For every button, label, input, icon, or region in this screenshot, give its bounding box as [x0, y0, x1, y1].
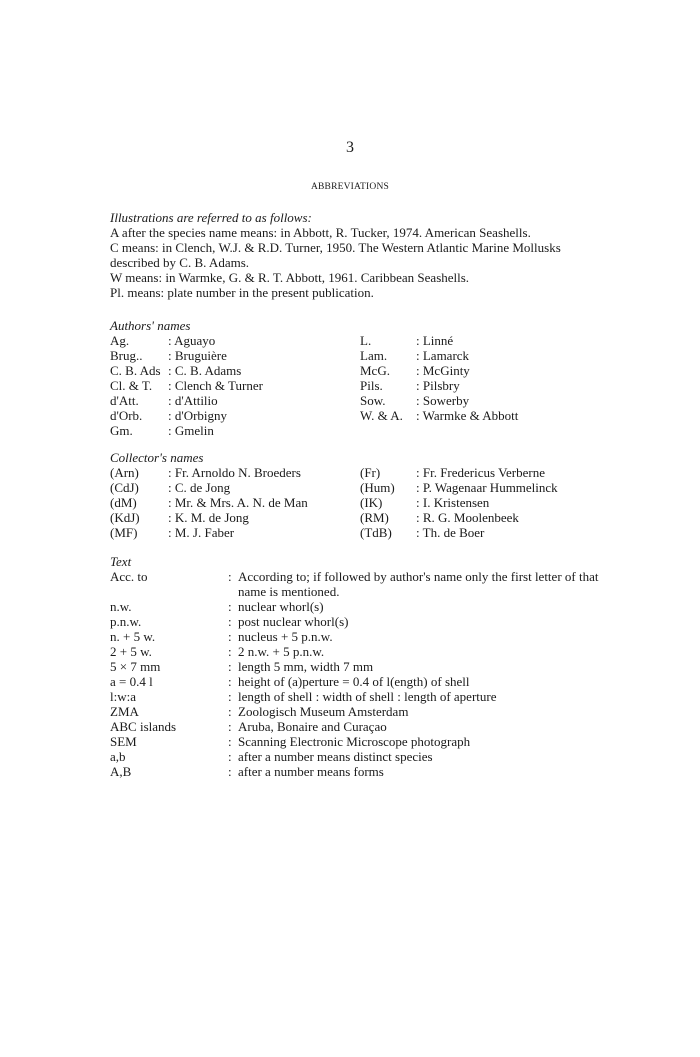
illustrations-section	[110, 210, 600, 300]
collector-entry	[360, 510, 600, 525]
colon-separator: :	[228, 644, 232, 659]
author-name: : d'Orbigny	[168, 408, 228, 423]
author-entry	[110, 408, 350, 423]
text-abbr: 2 + 5 w.	[110, 644, 152, 659]
intro-line: described by C. B. Adams.	[110, 255, 250, 270]
author-entry	[110, 423, 350, 438]
author-name: : Bruguière	[168, 348, 227, 363]
text-abbr: n.w.	[110, 599, 132, 614]
authors-title: Authors' names	[110, 318, 191, 333]
collector-entry	[110, 495, 355, 510]
text-desc: after a number means forms	[238, 764, 384, 779]
text-entry	[110, 629, 600, 644]
collector-abbr: (Hum)	[360, 480, 395, 495]
text-abbr: A,B	[110, 764, 132, 779]
page-number: 3	[346, 139, 354, 156]
collector-name: : M. J. Faber	[168, 525, 235, 540]
text-entry	[110, 689, 600, 704]
colon-separator: :	[228, 599, 232, 614]
author-abbr: Gm.	[110, 423, 133, 438]
collectors-title: Collector's names	[110, 450, 204, 465]
text-desc: nucleus + 5 p.n.w.	[238, 629, 333, 644]
text-desc: height of (a)perture = 0.4 of l(ength) of shell	[238, 674, 470, 689]
text-entry	[110, 569, 600, 599]
author-name: : Lamarck	[416, 348, 470, 363]
author-entry	[360, 348, 600, 363]
collector-entry	[360, 525, 600, 540]
text-entry	[110, 659, 600, 674]
colon-separator: :	[228, 734, 232, 749]
collector-name: : Th. de Boer	[416, 525, 485, 540]
collector-name: : C. de Jong	[168, 480, 231, 495]
author-name: : Linné	[416, 333, 454, 348]
author-entry	[360, 408, 600, 423]
colon-separator: :	[228, 749, 232, 764]
author-abbr: L.	[360, 333, 372, 348]
author-abbr: Brug..	[110, 348, 143, 363]
text-section-title: Text	[110, 554, 132, 569]
authors-left-column	[110, 333, 350, 438]
text-abbr: a,b	[110, 749, 126, 764]
text-desc: Scanning Electronic Microscope photograph	[238, 734, 471, 749]
author-name: : C. B. Adams	[168, 363, 242, 378]
text-abbr: a = 0.4 l	[110, 674, 153, 689]
author-abbr: d'Orb.	[110, 408, 143, 423]
author-name: : Clench & Turner	[168, 378, 263, 393]
text-abbr: SEM	[110, 734, 137, 749]
collector-name: : I. Kristensen	[416, 495, 490, 510]
collector-abbr: (Arn)	[110, 465, 139, 480]
author-abbr: Sow.	[360, 393, 386, 408]
text-abbr: p.n.w.	[110, 614, 142, 629]
collector-name: : Mr. & Mrs. A. N. de Man	[168, 495, 308, 510]
page-heading: ABBREVIATIONS	[310, 182, 390, 192]
author-entry	[360, 333, 600, 348]
collector-entry	[360, 465, 600, 480]
text-entry	[110, 644, 600, 659]
text-entry	[110, 749, 600, 764]
text-abbr: l:w:a	[110, 689, 136, 704]
author-entry	[360, 393, 600, 408]
text-desc: post nuclear whorl(s)	[238, 614, 349, 629]
intro-line: Pl. means: plate number in the present publication.	[110, 285, 374, 300]
collectors-right-column	[360, 465, 600, 540]
text-entry	[110, 734, 600, 749]
text-abbr: ABC islands	[110, 719, 177, 734]
text-abbr: Acc. to	[110, 569, 148, 584]
author-name: : d'Attilio	[168, 393, 218, 408]
colon-separator: :	[228, 719, 232, 734]
collector-entry	[360, 495, 600, 510]
authors-right-column	[360, 333, 600, 423]
collector-name: : P. Wagenaar Hummelinck	[416, 480, 558, 495]
author-name: : Aguayo	[168, 333, 216, 348]
colon-separator: :	[228, 764, 232, 779]
collector-entry	[360, 480, 600, 495]
collector-abbr: (MF)	[110, 525, 138, 540]
author-entry	[110, 363, 350, 378]
author-name: : Gmelin	[168, 423, 214, 438]
collector-name: : Fr. Arnoldo N. Broeders	[168, 465, 301, 480]
author-abbr: Ag.	[110, 333, 130, 348]
colon-separator: :	[228, 674, 232, 689]
collector-name: : Fr. Fredericus Verberne	[416, 465, 546, 480]
author-name: : Warmke & Abbott	[416, 408, 519, 423]
illustrations-title: Illustrations are referred to as follows:	[110, 210, 312, 225]
author-entry	[360, 378, 600, 393]
collector-abbr: (dM)	[110, 495, 137, 510]
text-desc: length of shell : width of shell : length of aperture	[238, 689, 497, 704]
collector-abbr: (IK)	[360, 495, 383, 510]
text-entry	[110, 599, 600, 614]
colon-separator: :	[228, 704, 232, 719]
text-desc: Zoologisch Museum Amsterdam	[238, 704, 409, 719]
collector-entry	[110, 525, 355, 540]
colon-separator: :	[228, 689, 232, 704]
author-abbr: d'Att.	[110, 393, 139, 408]
author-abbr: C. B. Ads	[110, 363, 161, 378]
author-abbr: W. & A.	[360, 408, 403, 423]
text-entry	[110, 614, 600, 629]
collector-entry	[110, 480, 355, 495]
collector-abbr: (CdJ)	[110, 480, 139, 495]
colon-separator: :	[228, 659, 232, 674]
text-abbr: ZMA	[110, 704, 139, 719]
text-abbr: n. + 5 w.	[110, 629, 156, 644]
collectors-left-column	[110, 465, 355, 540]
author-entry	[110, 378, 350, 393]
text-desc: According to; if followed by author's name only the first letter of that name is mentioned.	[238, 569, 599, 599]
intro-line: C means: in Clench, W.J. & R.D. Turner, 1950. The Western Atlantic Marine Mollusks	[110, 240, 561, 255]
collector-entry	[110, 510, 355, 525]
text-desc: nuclear whorl(s)	[238, 599, 324, 614]
colon-separator: :	[228, 614, 232, 629]
intro-line: A after the species name means: in Abbott, R. Tucker, 1974. American Seashells.	[110, 225, 531, 240]
text-entry	[110, 719, 600, 734]
collector-abbr: (Fr)	[360, 465, 381, 480]
text-abbreviation-list	[110, 569, 600, 779]
colon-separator: :	[228, 569, 232, 584]
collector-name: : R. G. Moolenbeek	[416, 510, 519, 525]
collector-abbr: (TdB)	[360, 525, 392, 540]
text-desc: 2 n.w. + 5 p.n.w.	[238, 644, 325, 659]
author-entry	[360, 363, 600, 378]
text-abbr: 5 × 7 mm	[110, 659, 161, 674]
author-abbr: Lam.	[360, 348, 388, 363]
colon-separator: :	[228, 629, 232, 644]
collector-abbr: (RM)	[360, 510, 389, 525]
collector-name: : K. M. de Jong	[168, 510, 249, 525]
collector-abbr: (KdJ)	[110, 510, 140, 525]
text-entry	[110, 704, 600, 719]
text-desc: after a number means distinct species	[238, 749, 433, 764]
text-desc: Aruba, Bonaire and Curaçao	[238, 719, 387, 734]
author-entry	[110, 348, 350, 363]
text-desc: length 5 mm, width 7 mm	[238, 659, 374, 674]
author-name: : Pilsbry	[416, 378, 460, 393]
intro-line: W means: in Warmke, G. & R. T. Abbott, 1961. Caribbean Seashells.	[110, 270, 470, 285]
author-entry	[110, 333, 350, 348]
author-entry	[110, 393, 350, 408]
author-abbr: Pils.	[360, 378, 383, 393]
author-name: : McGinty	[416, 363, 470, 378]
author-abbr: McG.	[360, 363, 390, 378]
text-entry	[110, 674, 600, 689]
collector-entry	[110, 465, 355, 480]
text-entry	[110, 764, 600, 779]
author-name: : Sowerby	[416, 393, 470, 408]
author-abbr: Cl. & T.	[110, 378, 153, 393]
